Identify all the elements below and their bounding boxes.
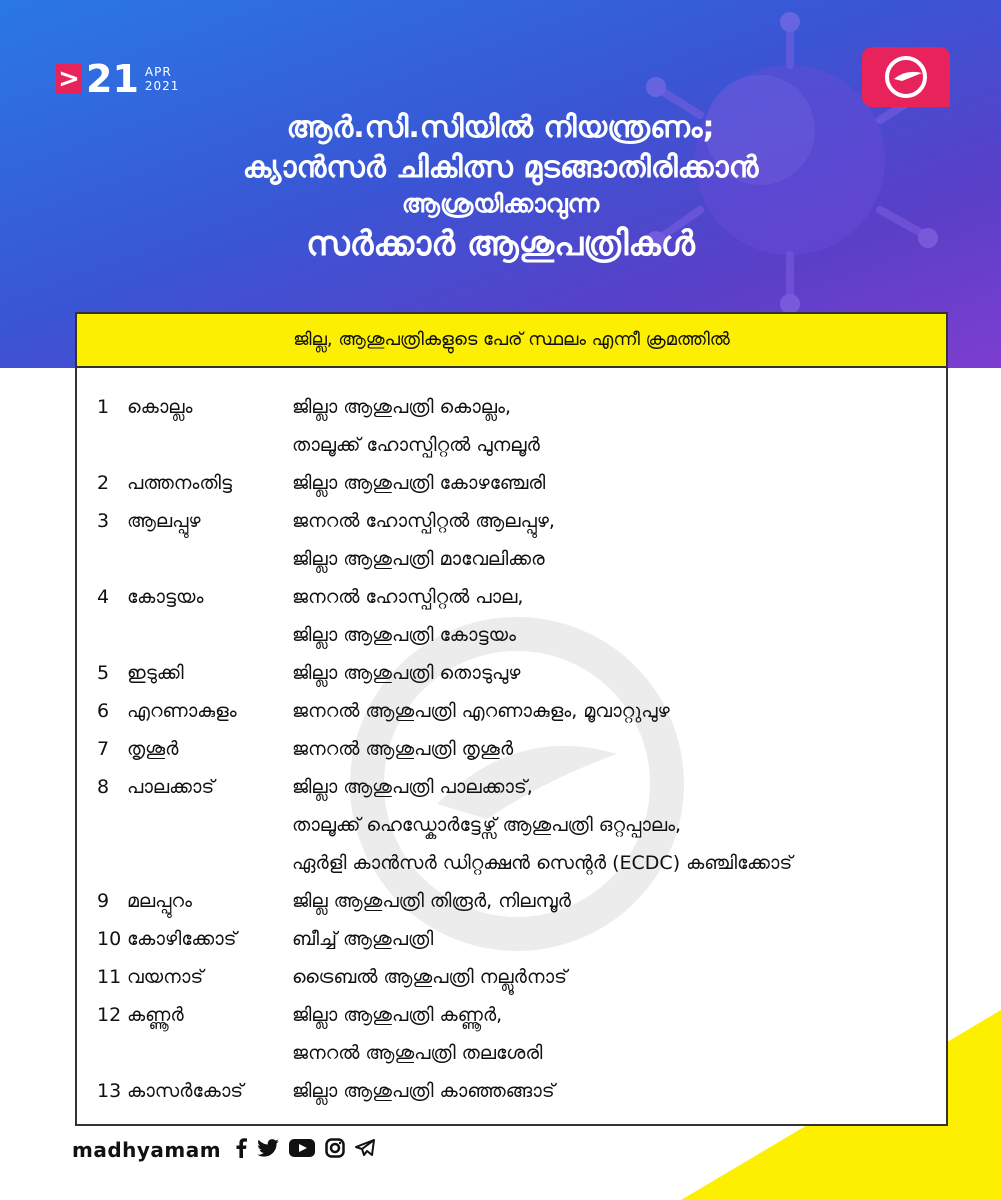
brand-name: madhyamam bbox=[72, 1138, 222, 1162]
district-name: കൊല്ലം bbox=[127, 396, 193, 418]
hospital-name: ജനറൽ ഹോസ്പിറ്റൽ പാല, bbox=[292, 586, 524, 608]
title-line-2: ക്യാൻസർ ചികിത്സ മുടങ്ങാതിരിക്കാൻ bbox=[242, 150, 759, 185]
row-number: 5 bbox=[97, 662, 110, 684]
table-row bbox=[77, 730, 946, 768]
hospital-list bbox=[292, 692, 946, 730]
table-row bbox=[77, 1072, 946, 1110]
hospital-list bbox=[292, 768, 946, 882]
table-row bbox=[77, 882, 946, 920]
hospital-list bbox=[292, 578, 946, 654]
hospital-list bbox=[292, 388, 946, 464]
hospital-name: ജില്ലാ ആശുപത്രി മാവേലിക്കര bbox=[292, 548, 545, 570]
district-name: കോഴിക്കോട് bbox=[127, 928, 237, 950]
madhyamam-logo-icon bbox=[862, 47, 950, 107]
row-number: 1 bbox=[97, 396, 110, 418]
row-number: 6 bbox=[97, 700, 110, 722]
hospital-name: ജനറൽ ആശുപത്രി തലശേരി bbox=[292, 1042, 543, 1064]
telegram-icon[interactable] bbox=[355, 1139, 375, 1161]
hospital-name: ജില്ലാ ആശുപത്രി കോട്ടയം bbox=[292, 624, 516, 646]
hospital-name: ജില്ല ആശുപത്രി തിരൂർ, നിലമ്പൂർ bbox=[292, 890, 571, 912]
district-name: പത്തനംതിട്ട bbox=[127, 472, 232, 494]
hospital-list bbox=[292, 654, 946, 692]
district-name: കോട്ടയം bbox=[127, 586, 204, 608]
hospital-name: ജില്ലാ ആശുപത്രി കാഞ്ഞങ്ങാട് bbox=[292, 1080, 555, 1102]
hospital-name: ബീച്ച് ആശുപത്രി bbox=[292, 928, 434, 950]
title-line-3: ആശ്രയിക്കാവുന്ന bbox=[401, 189, 600, 218]
hospital-list bbox=[292, 996, 946, 1072]
table-row bbox=[77, 958, 946, 996]
table-header: ജില്ല, ആശുപത്രികളുടെ പേര് സ്ഥലം എന്നീ ക്രമത്തിൽ bbox=[77, 314, 946, 368]
footer bbox=[72, 1138, 375, 1162]
instagram-icon[interactable] bbox=[325, 1138, 345, 1162]
row-number: 11 bbox=[97, 966, 122, 988]
hospital-name: ജില്ലാ ആശുപത്രി കണ്ണൂർ, bbox=[292, 1004, 503, 1026]
row-number: 8 bbox=[97, 776, 110, 798]
row-number: 13 bbox=[97, 1080, 122, 1102]
title-line-1: ആർ.സി.സിയിൽ നിയന്ത്രണം; bbox=[286, 110, 715, 145]
table-row bbox=[77, 996, 946, 1072]
hospital-name: ട്രൈബൽ ആശുപത്രി നല്ലൂർനാട് bbox=[292, 966, 567, 988]
row-number: 2 bbox=[97, 472, 110, 494]
hospital-list bbox=[292, 464, 946, 502]
row-number: 7 bbox=[97, 738, 110, 760]
hospital-name: ജില്ലാ ആശുപത്രി പാലക്കാട്, bbox=[292, 776, 533, 798]
hospital-name: ജില്ലാ ആശുപത്രി കൊല്ലം, bbox=[292, 396, 512, 418]
district-name: എറണാകുളം bbox=[127, 700, 237, 722]
row-number: 3 bbox=[97, 510, 110, 532]
social-icons bbox=[235, 1138, 375, 1162]
date-month: APR bbox=[144, 65, 172, 79]
youtube-icon[interactable] bbox=[289, 1139, 315, 1161]
table-row bbox=[77, 692, 946, 730]
district-name: വയനാട് bbox=[127, 966, 204, 988]
district-name: തൃശൂർ bbox=[127, 738, 179, 760]
date-arrow: > bbox=[56, 64, 82, 94]
district-name: പാലക്കാട് bbox=[127, 776, 215, 798]
hospital-list bbox=[292, 882, 946, 920]
hospital-name: ജില്ലാ ആശുപത്രി കോഴഞ്ചേരി bbox=[292, 472, 546, 494]
title-line-4: സർക്കാർ ആശുപത്രികൾ bbox=[306, 224, 695, 264]
row-number: 10 bbox=[97, 928, 122, 950]
hospital-name: താലൂക്ക് ഹെഡ്കോർട്ടേഴ്സ് ആശുപത്രി ഒറ്റപ്പാലം, bbox=[292, 814, 682, 836]
table-row bbox=[77, 920, 946, 958]
date-year: 2021 bbox=[144, 79, 180, 93]
table-row bbox=[77, 768, 946, 882]
row-number: 12 bbox=[97, 1004, 122, 1026]
hospital-name: ജനറൽ ആശുപത്രി എറണാകുളം, മൂവാറ്റുപുഴ bbox=[292, 700, 670, 722]
date-badge bbox=[56, 57, 180, 101]
table-row bbox=[77, 578, 946, 654]
row-number: 4 bbox=[97, 586, 110, 608]
hospital-list bbox=[292, 730, 946, 768]
district-name: കാസർകോട് bbox=[127, 1080, 244, 1102]
district-name: ആലപ്പുഴ bbox=[127, 510, 201, 532]
hospital-name: ജനറൽ ഹോസ്പിറ്റൽ ആലപ്പുഴ, bbox=[292, 510, 555, 532]
district-name: കണ്ണൂർ bbox=[127, 1004, 184, 1026]
facebook-icon[interactable] bbox=[235, 1138, 247, 1162]
hospital-list-panel bbox=[75, 312, 948, 1126]
row-number: 9 bbox=[97, 890, 110, 912]
date-day: 21 bbox=[86, 57, 139, 101]
table-row bbox=[77, 502, 946, 578]
hospital-name: ജില്ലാ ആശുപത്രി തൊടുപുഴ bbox=[292, 662, 521, 684]
table-row bbox=[77, 388, 946, 464]
date-month-year bbox=[145, 65, 180, 93]
hospital-list bbox=[292, 958, 946, 996]
district-name: മലപ്പുറം bbox=[127, 890, 192, 912]
twitter-icon[interactable] bbox=[257, 1139, 279, 1161]
hospital-name: ജനറൽ ആശുപത്രി തൃശൂർ bbox=[292, 738, 514, 760]
hospital-rows bbox=[77, 388, 946, 1110]
hospital-name: താലൂക്ക് ഹോസ്പിറ്റൽ പുനലൂർ bbox=[292, 434, 540, 456]
page-title bbox=[0, 108, 1001, 268]
hospital-list bbox=[292, 920, 946, 958]
hospital-list bbox=[292, 1072, 946, 1110]
hospital-name: ഏർളി കാൻസർ ഡിറ്റക്ഷൻ സെന്റർ (ECDC) കഞ്ചിക്കോട് bbox=[292, 852, 793, 874]
table-row bbox=[77, 654, 946, 692]
table-row bbox=[77, 464, 946, 502]
logo-mark bbox=[862, 47, 950, 107]
hospital-list bbox=[292, 502, 946, 578]
district-name: ഇടുക്കി bbox=[127, 662, 184, 684]
